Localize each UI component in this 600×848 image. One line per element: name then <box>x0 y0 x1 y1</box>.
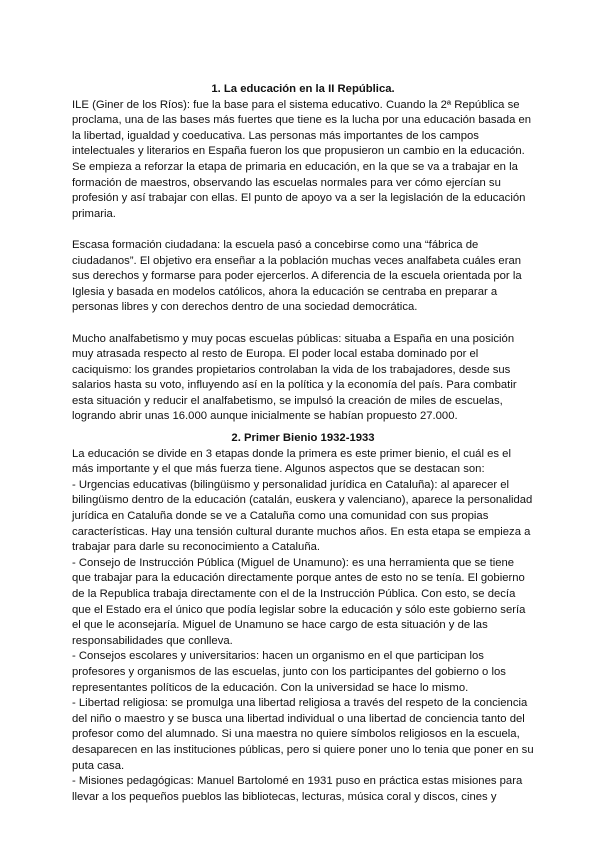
list-item-consejo-instruccion: - Consejo de Instrucción Pública (Miguel de Unamuno): es una herramienta que se tiene que trabajar para la educación directamente porque antes de esto no se tenía. El gobierno de la Republica trabaja directamente con el de la Instrucción Pública. Con esto, se decía que el Estado era el único que podía legislar sobre la educación y sólo este gobierno sería el que le aconsejaría. Miguel de Unamuno se hace cargo de esta situación y de las responsabilidades que conlleva. <box>72 556 526 647</box>
section2-intro: La educación se divide en 3 etapas donde la primera es este primer bienio, el cuál es el más importante y el que más fuerza tiene. Algunos aspectos que se destacan son: <box>72 447 511 476</box>
section2-title: 2. Primer Bienio 1932-1933 <box>231 432 375 445</box>
list-item-libertad-religiosa: - Libertad religiosa: se promulga una libertad religiosa a través del respeto de la conciencia del niño o maestro y se busca una libertad individual o una libertad de conciencia tanto del profesor como del alumnado. Si una maestra no quiere símbolos religiosos en la escuela, desaparecen en las instituciones públicas, pero si quiere poner uno lo tenia que poner en su puta casa. <box>72 697 534 772</box>
list-item-consejos-escolares: - Consejos escolares y universitarios: hacen un organismo en el que participan los profesores y organismos de las escuelas, junto con los participantes del gobierno o los representantes políticos de la educación. Con la universidad se hace lo mismo. <box>72 650 506 694</box>
section1-paragraph-analfabetismo: Mucho analfabetismo y muy pocas escuelas públicas: situaba a España en una posición muy atrasada respecto al resto de Europa. El poder local estaba dominado por el caciquismo: los grandes propietarios controlaban la vida de los trabajadores, desde sus salarios hasta su voto, influyendo así en la política y la economía del país. Para combatir esta situación y reducir el analfabetismo, se impulsó la creación de miles de escuelas, logrando abrir unas 16.000 aunque inicialmente se habían propuesto 27.000. <box>72 332 517 423</box>
section1-paragraph-formacion: Escasa formación ciudadana: la escuela pasó a concebirse como una “fábrica de ciudadanos”. El objetivo era enseñar a la población muchas veces analfabeta cuáles eran sus derechos y formarse para poder ejercerlos. A diferencia de la escuela orientada por la Iglesia y basada en modelos católicos, ahora la educación se centraba en preparar a personas libres y con derechos dentro de una sociedad democrática. <box>72 238 522 314</box>
section1-title: 1. La educación en la II República. <box>211 83 395 95</box>
list-item-urgencias: - Urgencias educativas (bilingüismo y personalidad jurídica en Cataluña): al aparecer el bilingüismo dentro de la educación (catalán, euskera y valenciano), aparece la personalidad jurídica en Cataluña donde se ve a Cataluña como una comunidad con sus propias características. Hay una tensión cultural durante muchos años. En esta etapa se empieza a trabajar para darle su reconocimiento a Cataluña. <box>72 478 533 554</box>
document-page <box>72 82 534 805</box>
list-item-misiones: - Misiones pedagógicas: Manuel Bartolomé en 1931 puso en práctica estas misiones para llevar a los pequeños pueblos las bibliotecas, lecturas, música coral y discos, cines y <box>72 775 523 803</box>
section1-paragraph-ile: ILE (Giner de los Ríos): fue la base para el sistema educativo. Cuando la 2ª República se proclama, una de las bases más fuertes que tiene es la lucha por una educación basada en la libertad, igualdad y coeducativa. Las personas más importantes de los campos intelectuales y literarios en España fueron los que propusieron un cambio en la educación. Se empieza a reforzar la etapa de primaria en educación, en la que se va a trabajar en la formación de maestros, observando las escuelas normales para ver cómo ejercían su profesión y así trabajar con ellas. El punto de apoyo va a ser la legislación de la educación primaria. <box>72 98 532 220</box>
